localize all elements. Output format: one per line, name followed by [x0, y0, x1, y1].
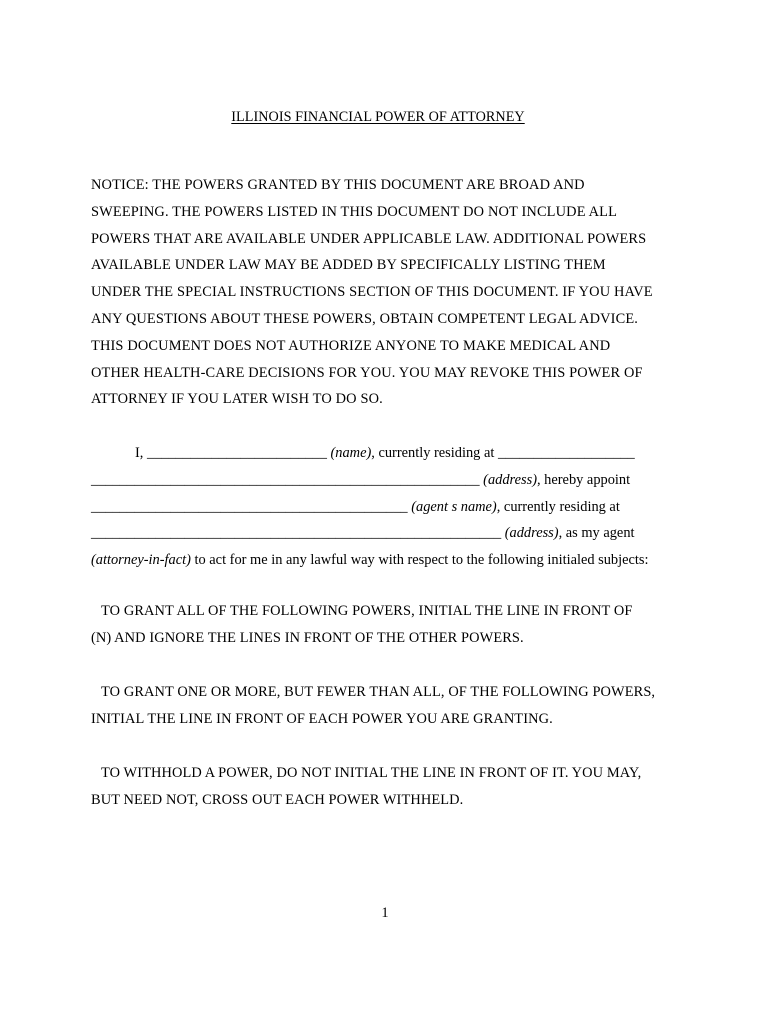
instruction-line: TO GRANT ALL OF THE FOLLOWING POWERS, INITIAL THE LINE IN FRONT OF	[101, 603, 633, 619]
agent-name-label: (agent s name)	[411, 498, 497, 515]
agent-address-field[interactable]: _________________________________________________________	[91, 525, 502, 542]
instruction-grant-all	[91, 598, 701, 652]
notice-line: AVAILABLE UNDER LAW MAY BE ADDED BY SPECIFICALLY LISTING THEM	[91, 257, 606, 274]
notice-line: OTHER HEALTH-CARE DECISIONS FOR YOU. YOU MAY REVOKE THIS POWER OF	[91, 364, 643, 381]
appointment-line-3	[91, 494, 691, 521]
principal-address-field[interactable]: ______________________________________________________	[91, 471, 480, 488]
appointment-line-4	[91, 520, 691, 547]
document-title-text: ILLINOIS FINANCIAL POWER OF ATTORNEY	[231, 109, 525, 125]
instruction-line: (N) AND IGNORE THE LINES IN FRONT OF THE OTHER POWERS.	[91, 630, 524, 646]
appointment-text: I,	[135, 445, 147, 461]
instruction-line: TO WITHHOLD A POWER, DO NOT INITIAL THE LINE IN FRONT OF IT. YOU MAY,	[101, 765, 642, 781]
notice-paragraph	[91, 172, 691, 413]
appointment-line-5	[91, 547, 691, 574]
notice-line: SWEEPING. THE POWERS LISTED IN THIS DOCUMENT DO NOT INCLUDE ALL	[91, 203, 618, 220]
attorney-in-fact-label: (attorney-in-fact)	[91, 552, 191, 569]
notice-line: THIS DOCUMENT DOES NOT AUTHORIZE ANYONE TO MAKE MEDICAL AND	[91, 337, 611, 354]
notice-line: ANY QUESTIONS ABOUT THESE POWERS, OBTAIN COMPETENT LEGAL ADVICE.	[91, 310, 639, 327]
appointment-line-1	[91, 440, 691, 467]
instruction-withhold	[91, 760, 701, 814]
instruction-line: BUT NEED NOT, CROSS OUT EACH POWER WITHHELD.	[91, 792, 464, 808]
principal-address-field-start[interactable]: ___________________	[497, 445, 635, 461]
appointment-line-2	[91, 467, 691, 494]
appointment-paragraph	[91, 440, 691, 574]
agent-name-field[interactable]: ____________________________________________	[91, 498, 408, 515]
document-title	[0, 109, 756, 126]
instruction-line: TO GRANT ONE OR MORE, BUT FEWER THAN ALL, OF THE FOLLOWING POWERS,	[101, 684, 656, 700]
appointment-text: to act for me in any lawful way with respect to the following initialed subjects:	[190, 552, 649, 569]
instruction-line: INITIAL THE LINE IN FRONT OF EACH POWER YOU ARE GRANTING.	[91, 711, 553, 727]
notice-line: POWERS THAT ARE AVAILABLE UNDER APPLICABLE LAW. ADDITIONAL POWERS	[91, 230, 647, 247]
appointment-text: , currently residing at	[371, 445, 498, 461]
address-label: (address)	[483, 471, 537, 488]
appointment-text: , as my agent	[558, 525, 635, 542]
appointment-text: , hereby appoint	[536, 471, 631, 488]
principal-name-field[interactable]: _________________________	[147, 445, 327, 461]
notice-line: NOTICE: THE POWERS GRANTED BY THIS DOCUMENT ARE BROAD AND	[91, 177, 585, 193]
appointment-text: , currently residing at	[496, 498, 620, 515]
name-label: (name)	[330, 445, 372, 461]
notice-line: ATTORNEY IF YOU LATER WISH TO DO SO.	[91, 391, 383, 408]
page-number: 1	[381, 905, 389, 921]
address-label: (address)	[504, 525, 559, 542]
instruction-grant-some	[91, 679, 701, 733]
notice-line: UNDER THE SPECIAL INSTRUCTIONS SECTION OF THIS DOCUMENT. IF YOU HAVE	[91, 284, 653, 301]
